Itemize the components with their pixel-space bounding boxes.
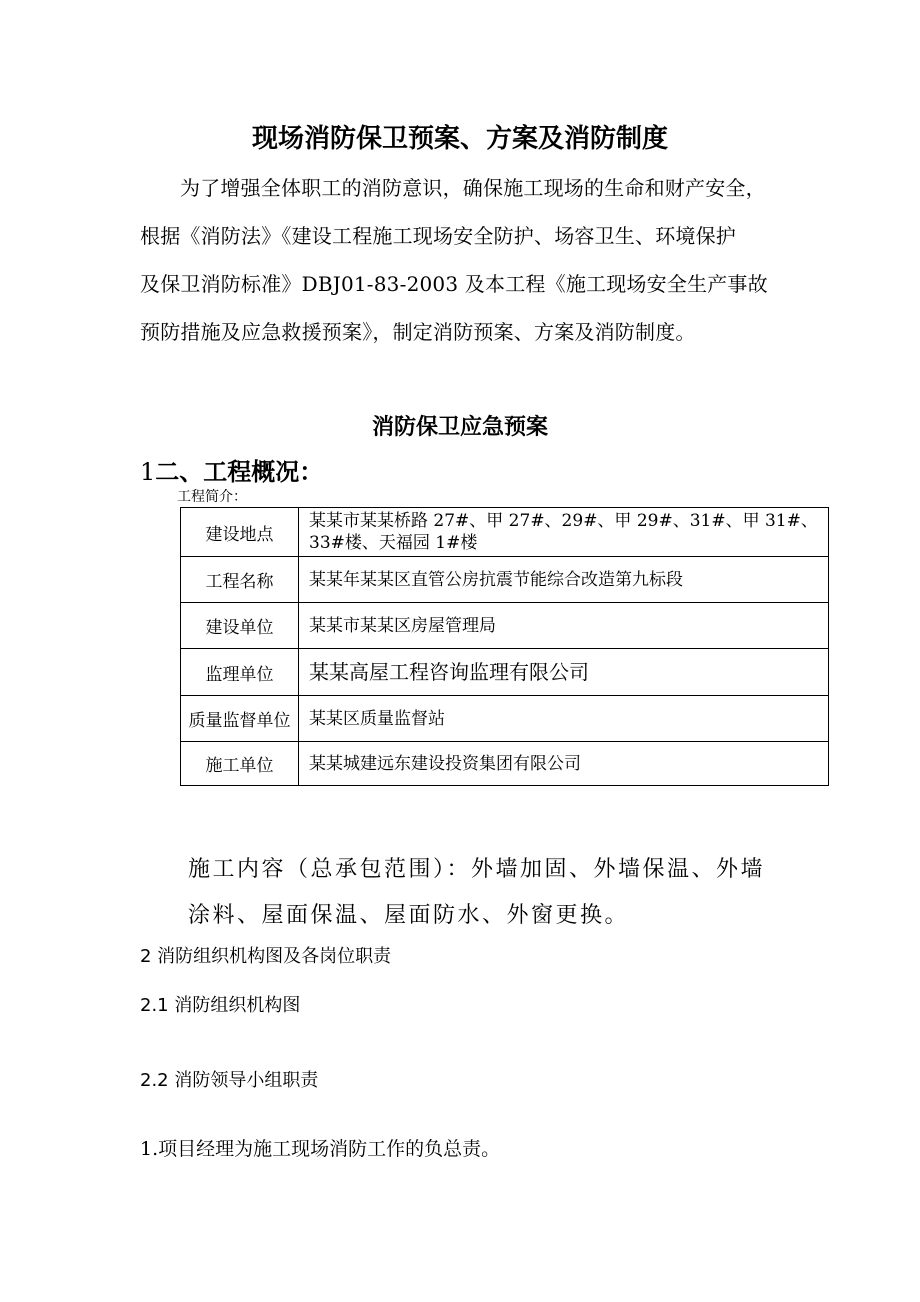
table-row: [181, 508, 829, 557]
heading-2-2: 2.2 消防领导小组职责: [140, 1070, 319, 1091]
row-value: 某某高屋工程咨询监理有限公司: [299, 649, 829, 696]
overview-label: 二、工程概况：: [155, 458, 324, 486]
row-value: 某某城建远东建设投资集团有限公司: [299, 742, 829, 786]
row-value: 某某市某某区房屋管理局: [299, 603, 829, 649]
row-label: 工程名称: [181, 557, 299, 603]
heading-2-1: 2.1 消防组织机构图: [140, 995, 301, 1016]
overview-number: 1: [140, 458, 156, 486]
table-row: [181, 649, 829, 696]
table-caption: 工程简介：: [177, 489, 247, 505]
construction-content-line-1: 施工内容（总承包范围）：外墙加固、外墙保温、外墙: [188, 857, 766, 882]
table-row: [181, 603, 829, 649]
row-value: 某某区质量监督站: [299, 696, 829, 742]
intro-line-3: 及保卫消防标准》DBJ01-83-2003 及本工程《施工现场安全生产事故: [140, 272, 768, 296]
intro-line-2: 根据《消防法》《建设工程施工现场安全防护、场容卫生、环境保护: [140, 224, 736, 248]
row-label: 监理单位: [181, 649, 299, 696]
overview-heading: [140, 452, 323, 487]
row-value: 某某市某某桥路 27#、甲 27#、29#、甲 29#、31#、甲 31#、33#楼、天福园 1#楼: [299, 508, 829, 557]
table-row: [181, 557, 829, 603]
intro-line-1: 为了增强全体职工的消防意识，确保施工现场的生命和财产安全，: [180, 176, 766, 200]
document-title: 现场消防保卫预案、方案及消防制度: [251, 124, 668, 154]
heading-2: 2 消防组织机构图及各岗位职责: [140, 946, 392, 967]
table-row: [181, 742, 829, 786]
row-label: 建设单位: [181, 603, 299, 649]
construction-content-line-2: 涂料、屋面保温、屋面防水、外窗更换。: [188, 903, 630, 928]
table-row: [181, 696, 829, 742]
row-value: 某某年某某区直管公房抗震节能综合改造第九标段: [299, 557, 829, 603]
item-1: 1.项目经理为施工现场消防工作的负总责。: [140, 1138, 501, 1160]
section-title: 消防保卫应急预案: [371, 415, 548, 440]
project-info-table: [180, 507, 829, 786]
intro-line-4: 预防措施及应急救援预案》，制定消防预案、方案及消防制度。: [140, 320, 696, 344]
row-label: 施工单位: [181, 742, 299, 786]
row-label: 建设地点: [181, 508, 299, 557]
row-label: 质量监督单位: [181, 696, 299, 742]
